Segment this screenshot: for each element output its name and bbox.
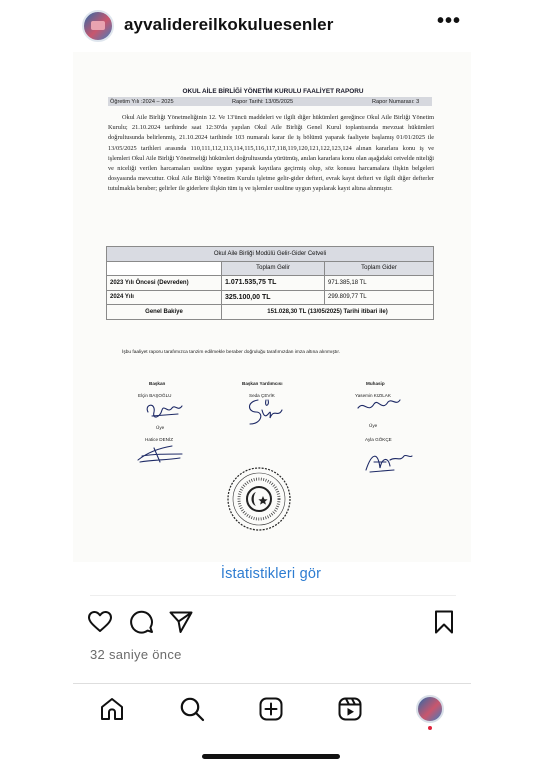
post-username[interactable]: ayvalidereilkokuluesenler [124, 15, 334, 34]
signature-mark [354, 396, 404, 418]
signatory-role: Muhasip [366, 381, 385, 386]
member-label: Üye [369, 423, 378, 428]
signatory-role: Başkan [149, 381, 166, 386]
balance-value: 151.028,30 TL (13/05/2025) Tarihi itibari ile) [222, 305, 434, 320]
view-insights-link[interactable]: İstatistikleri gör [220, 566, 322, 582]
search-icon[interactable] [179, 696, 205, 722]
signature-mark [142, 398, 188, 424]
post-timestamp: 32 saniye önce [90, 647, 182, 662]
signatory-name: Yasemin KIZILAK [355, 393, 391, 398]
row-income: 325.100,00 TL [222, 290, 325, 305]
signatory-name: Hatice DENİZ [145, 437, 174, 442]
row-label: 2023 Yılı Öncesi (Devreden) [107, 276, 222, 291]
row-income: 1.071.535,75 TL [222, 276, 325, 291]
signatory-name: Ayla GÖKÇE [365, 437, 392, 442]
table-title-row [107, 247, 434, 262]
income-expense-table [106, 246, 434, 320]
signatory-name: Seda ÇEVİK [249, 393, 275, 398]
signature-mark [240, 396, 286, 430]
balance-label: Genel Bakiye [107, 305, 222, 320]
row-expense: 299.809,77 TL [325, 290, 434, 305]
table-row [107, 290, 434, 305]
plus-square-icon[interactable] [258, 696, 284, 722]
table-header-empty [107, 261, 222, 276]
document-title: OKUL AİLE BİRLİĞİ YÖNETİM KURULU FAALİYET RAPORU [182, 88, 364, 95]
reels-icon[interactable] [337, 696, 363, 722]
signature-mark [132, 442, 188, 466]
more-options-icon[interactable]: ••• [437, 10, 462, 32]
heart-icon[interactable] [87, 609, 113, 635]
table-row [107, 276, 434, 291]
bottom-nav-divider [73, 683, 471, 684]
table-header-expense: Toplam Gider [325, 261, 434, 276]
official-seal-icon [226, 466, 292, 532]
table-header-row [107, 261, 434, 276]
signature-mark [360, 446, 414, 476]
profile-tab-avatar[interactable] [416, 695, 444, 723]
row-expense: 971.385,18 TL [325, 276, 434, 291]
table-balance-row [107, 305, 434, 320]
bookmark-icon[interactable] [431, 609, 457, 635]
member-label: Üye [156, 425, 165, 430]
home-icon[interactable] [99, 696, 125, 722]
home-indicator[interactable] [202, 754, 340, 759]
signature-note: İşbu faaliyet raporu tarafımızca tanzim edilmekle beraber doğruluğu tarafımızdan imza altına alınmıştır. [122, 350, 341, 355]
document-school-year: Öğretim Yılı :2024 – 2025 [110, 98, 174, 105]
profile-avatar[interactable] [82, 10, 114, 42]
notification-dot [428, 726, 432, 730]
table-title: Okul Aile Birliği Modülü Gelir-Gider Cetveli [107, 247, 434, 262]
document-report-date: Rapor Tarihi: 13/05/2025 [232, 98, 294, 105]
divider [90, 595, 456, 596]
document-body: Okul Aile Birliği Yönetmeliğinin 12. Ve 13'üncü maddeleri ve ilgili diğer hükümleri gereğince Okul Aile Birliği Yönetim Kurulu; 21.10.2024 tarihinde saat 12:30'da yapılan Okul Aile Birliği Genel Kurul toplantısında mevzuat hükümleri doğrultusunda belirlenmiş, 21.10.2024 tarihinde 103 numaralı karar ile iş bölümü yaparak faaliyete başlamış 01/01/2025 ile 13/05/2025 tarihleri arasında 110,111,112,113,114,115,116,117,118,119,120,121,122,123,124 alınan kararlara konu iş ve işlemleri Okul Aile Birliği Yönetmeliği hükümleri doğrultusunda yürütmüş, anılan kararlara konu olan aşağıdaki cetvelde niteliği ve niceliği verilen harcamaları usulüne uygun yaparak kayıtlara geçirmiş olup, söz konusu harcamalara ilişkin belgeleri dosyasında mevcuttur. Okul Aile Birliği Yönetim Kurulu işletme gelir-gider defteri, evrak kayıt defteri ve ilgili diğer defterler tutulmakla beraber; gelirler ile giderlere ilişkin tüm iş ve işlemler usulüne uygun yapılarak kayıt altına alınmıştır. [108, 114, 434, 193]
signatory-role: Başkan Yardımcısı [242, 381, 283, 386]
comment-icon[interactable] [128, 609, 154, 635]
send-icon[interactable] [168, 609, 194, 635]
signatory-name: Elçin BAŞOĞLU [138, 393, 172, 398]
row-label: 2024 Yılı [107, 290, 222, 305]
document-report-number: Rapor Numarası: 3 [372, 98, 420, 105]
table-header-income: Toplam Gelir [222, 261, 325, 276]
